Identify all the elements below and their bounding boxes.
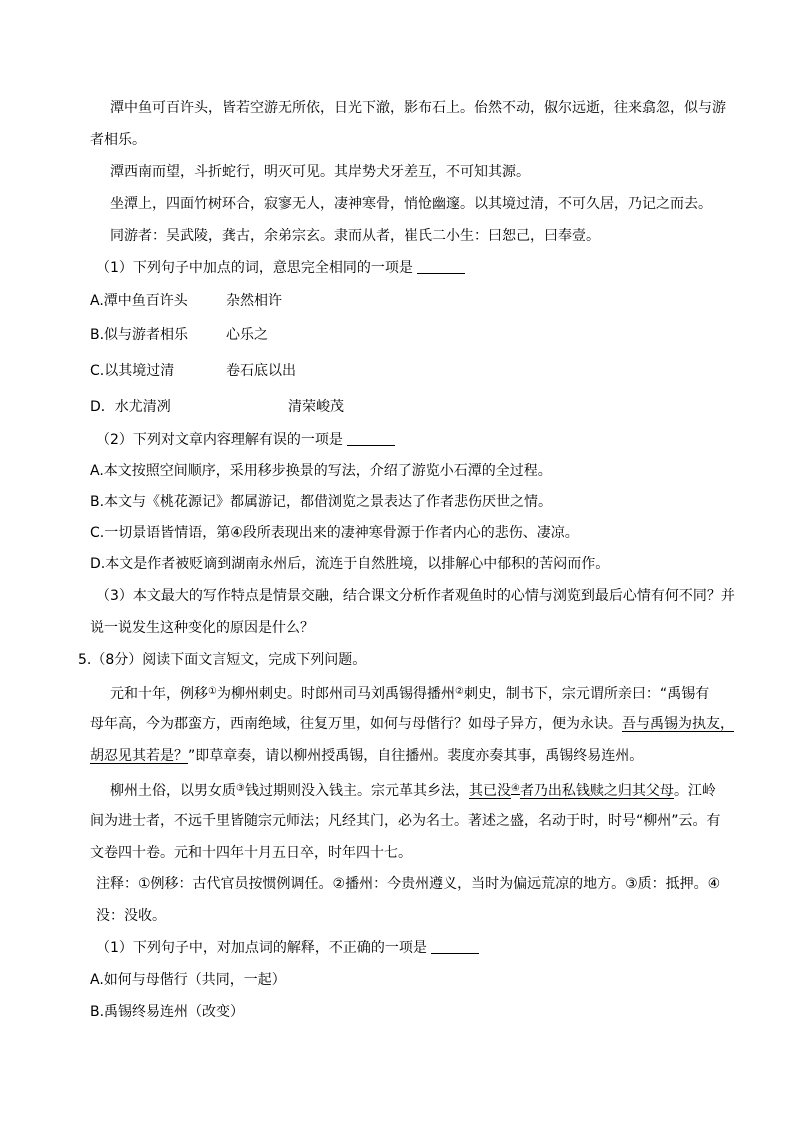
notes-line-2: 没：没收。 [96, 908, 166, 924]
q5-passage-line-3: 胡忍见其若是？”即草章奏，请以柳州授禹锡，自往播州。裴度亦奏其事，禹锡终易连州。 [90, 748, 644, 764]
q5-passage-line-1: 元和十年，例移①为柳州刺史。时郎州司马刘禹锡得播州②刺史，制书下，宗元谓所亲曰：“禹锡有 [110, 686, 710, 702]
footnote-marker: ③ [236, 783, 245, 794]
option-c-right: 卷石底以出 [226, 363, 296, 379]
question-3-line-2: 说一说发生这种变化的原因是什么？ [90, 620, 314, 636]
passage-line-5: 同游者：吴武陵，龚古，余弟宗玄。隶而从者，崔氏二小生：曰恕己，曰奉壹。 [110, 228, 600, 244]
q2-option-b: B.本文与《桃花源记》都属游记，都借浏览之景表达了作者悲伤厌世之情。 [90, 494, 553, 510]
option-d-left: D．水尤清冽 [90, 399, 171, 415]
question-1-stem: （1）下列句子中加点的词，意思完全相同的一项是 [96, 258, 465, 278]
option-b-right: 心乐之 [226, 327, 268, 343]
notes-line-1: 注释：①例移：古代官员按惯例调任。②播州：今贵州遵义，当时为偏远荒凉的地方。③质：抵押。④ [96, 876, 721, 892]
q2-option-a: A.本文按照空间顺序，采用移步换景的写法，介绍了游览小石潭的全过程。 [90, 463, 552, 479]
passage-line-2: 者相乐。 [90, 132, 146, 148]
passage-line-4: 坐潭上，四面竹树环合，寂寥无人，凄神寒骨，悄怆幽邃。以其境过清，不可久居，乃记之而去。 [110, 196, 712, 212]
answer-blank [417, 259, 465, 274]
q5-passage-line-4: 柳州土俗，以男女质③钱过期则没入钱主。宗元革其乡法，其已没④者乃出私钱赎之归其父母。江岭 [110, 783, 716, 799]
underlined-sentence: 胡忍见其若是？ [90, 748, 188, 764]
option-a-right: 杂然相许 [226, 293, 282, 309]
option-b-left: B.似与游者相乐 [90, 327, 189, 343]
q5-sub1-option-a: A.如何与母偕行（共同，一起） [90, 972, 286, 988]
footnote-marker: ① [208, 686, 217, 697]
question-3-line-1: （3）本文最大的写作特点是情景交融，结合课文分析作者观鱼时的心情与浏览到最后心情有何不同？并 [96, 588, 735, 604]
answer-blank [347, 431, 395, 446]
option-c-left: C.以其境过清 [90, 363, 175, 379]
option-a-left: A.潭中鱼百许头 [90, 293, 188, 309]
q2-option-c: C.一切景语皆情语，第④段所表现出来的凄神寒骨源于作者内心的悲伤、凄凉。 [90, 525, 579, 541]
q2-option-d: D.本文是作者被贬谪到湖南永州后，流连于自然胜境，以排解心中郁积的苦闷而作。 [90, 556, 610, 572]
passage-line-1: 潭中鱼可百许头，皆若空游无所依，日光下澈，影布石上。佁然不动，俶尔远逝，往来翕忽，似与游 [110, 100, 726, 116]
q5-sub1-stem: （1）下列句子中，对加点词的解释，不正确的一项是 [96, 938, 479, 958]
question-5-heading: 5.（8分）阅读下面文言短文，完成下列问题。 [78, 652, 367, 668]
q5-passage-line-6: 文卷四十卷。元和十四年十月五日卒，时年四十七。 [90, 845, 412, 861]
q5-passage-line-2: 母年高，今为郡蛮方，西南绝域，往复万里，如何与母偕行？如母子异方，便为永诀。吾与禹锡为执友， [90, 716, 734, 732]
q5-sub1-option-b: B.禹锡终易连州（改变） [90, 1004, 245, 1020]
passage-line-3: 潭西南而望，斗折蛇行，明灭可见。其岸势犬牙差互，不可知其源。 [110, 164, 530, 180]
option-d-right: 清荣峻茂 [288, 399, 344, 415]
answer-blank [431, 939, 479, 954]
underlined-sentence: 其已没 [468, 783, 511, 799]
footnote-marker: ④ [510, 783, 520, 794]
q5-passage-line-5: 间为进士者，不远千里皆随宗元师法；凡经其门，必为名士。著述之盛，名动于时，时号“柳州”云。有 [90, 813, 721, 829]
underlined-sentence: 者乃出私钱赎之归其父母 [519, 783, 674, 799]
footnote-marker: ② [454, 686, 464, 697]
question-2-stem: （2）下列对文章内容理解有误的一项是 [96, 430, 395, 450]
underlined-sentence: 吾与禹锡为执友， [622, 716, 734, 732]
